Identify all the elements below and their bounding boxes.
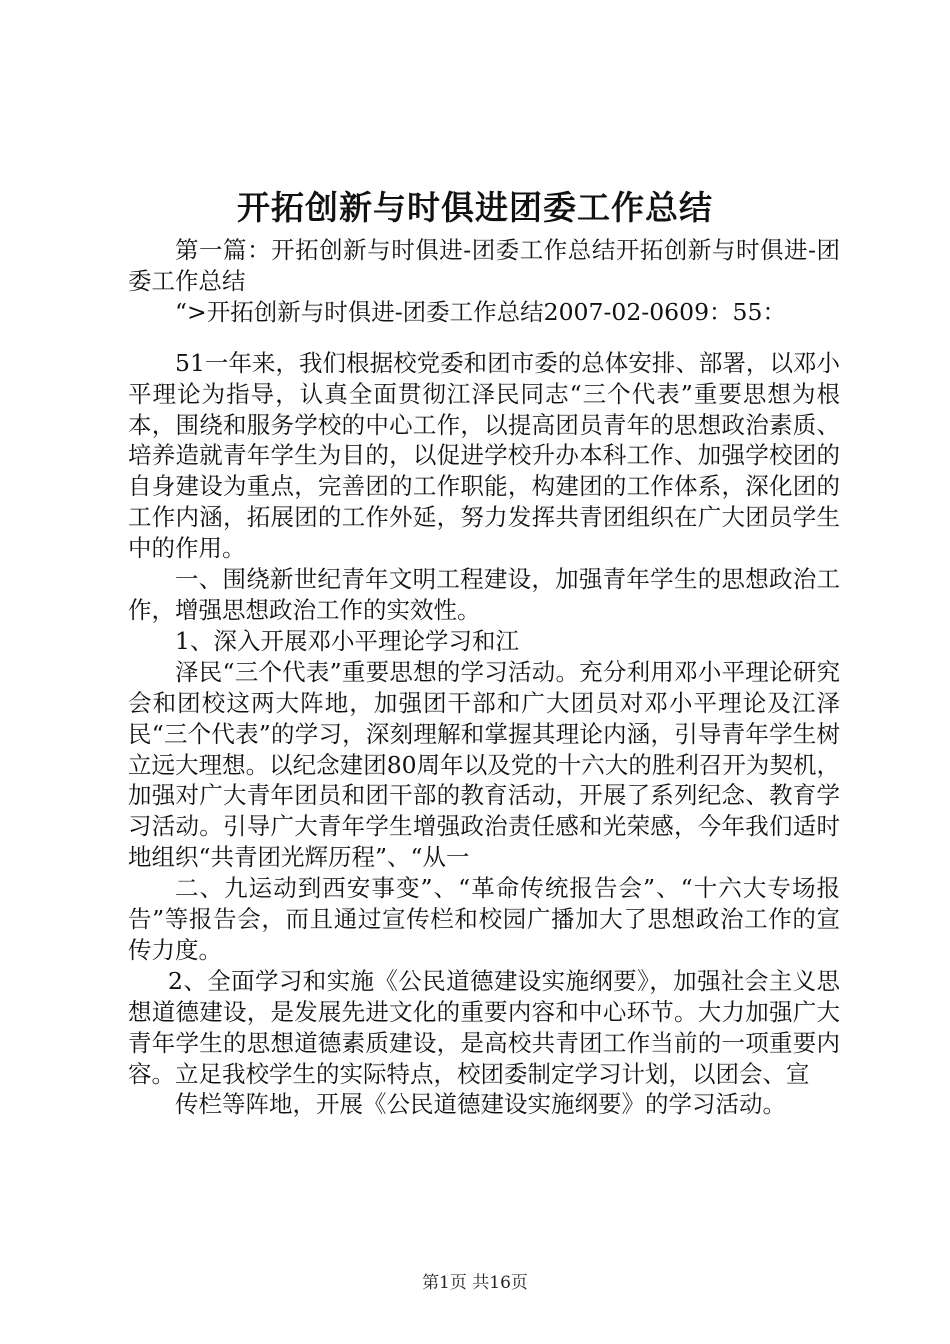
- paragraph-intro: 第一篇：开拓创新与时俱进-团委工作总结开拓创新与时俱进-团委工作总结: [128, 236, 840, 295]
- page-footer: 第1页 共16页: [422, 1273, 528, 1293]
- paragraph-item-two: 2、全面学习和实施《公民道德建设实施纲要》，加强社会主义思想道德建设，是发展先进文化的重要内容和中心环节。大力加强广大青年学生的思想道德素质建设，是高校共青团工作当前的一项重要内容。立足我校学生的实际特点，校团委制定学习计划，以团会、宣: [128, 966, 840, 1088]
- paragraph-section-two: 二、九运动到西安事变”、“革命传统报告会”、“十六大专场报告”等报告会，而且通过宣传栏和校园广播加大了思想政治工作的宣传力度。: [128, 874, 840, 964]
- paragraph-overview: 51一年来，我们根据校党委和团市委的总体安排、部署，以邓小平理论为指导，认真全面贯彻江泽民同志“三个代表”重要思想为根本，围绕和服务学校的中心工作，以提高团员青年的思想政治素质、培养造就青年学生为目的，以促进学校升办本科工作、加强学校团的自身建设为重点，完善团的工作职能，构建团的工作体系，深化团的工作内涵，拓展团的工作外延，努力发挥共青团组织在广大团员学生中的作用。: [128, 348, 840, 563]
- document-title: 开拓创新与时俱进团委工作总结: [237, 188, 713, 227]
- paragraph-item-two-continued: 传栏等阵地，开展《公民道德建设实施纲要》的学习活动。: [175, 1090, 786, 1119]
- paragraph-item-one-body: 泽民“三个代表”重要思想的学习活动。充分利用邓小平理论研究会和团校这两大阵地，加强团干部和广大团员对邓小平理论及江泽民“三个代表”的学习，深刻理解和掌握其理论内涵，引导青年学生树立远大理想。以纪念建团80周年以及党的十六大的胜利召开为契机，加强对广大青年团员和团干部的教育活动，开展了系列纪念、教育学习活动。引导广大青年学生增强政治责任感和光荣感，今年我们适时地组织“共青团光辉历程”、“从一: [128, 657, 840, 872]
- document-body: [128, 235, 840, 1120]
- paragraph-section-one-heading: 一、围绕新世纪青年文明工程建设，加强青年学生的思想政治工作，增强思想政治工作的实效性。: [128, 565, 840, 624]
- paragraph-source-line: “>开拓创新与时俱进-团委工作总结2007-02-0609：55：: [175, 297, 786, 326]
- paragraph-item-one-heading: 1、深入开展邓小平理论学习和江: [175, 626, 519, 655]
